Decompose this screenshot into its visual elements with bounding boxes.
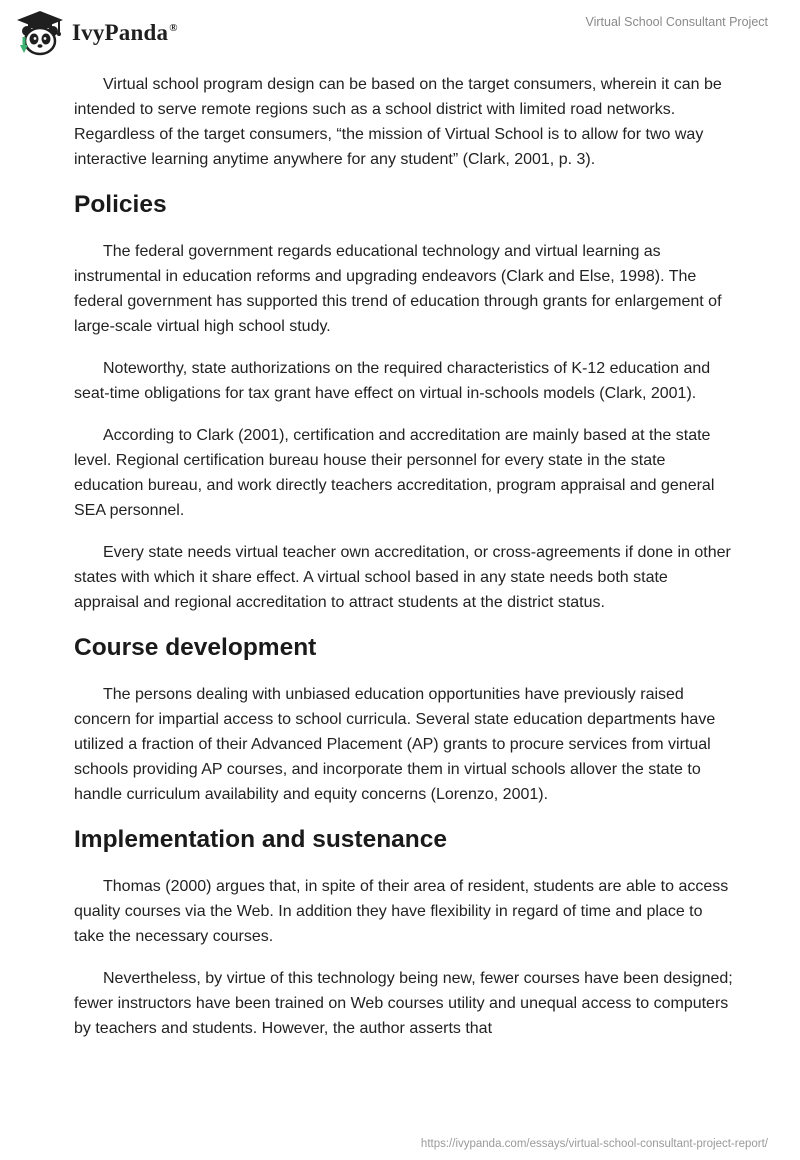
policies-paragraph-1: The federal government regards educational technology and virtual learning as instrumental in education reforms and upgrading endeavors (Clark and Else, 1998). The federal government has supported this trend of education through grants for enlargement of large-scale virtual high school study. xyxy=(74,243,722,335)
policies-paragraph-4: Every state needs virtual teacher own accreditation, or cross-agreements if done in other states with which it share effect. A virtual school based in any state needs both state appraisal and regional accreditation to attract students at the district status. xyxy=(74,544,731,611)
essay-content xyxy=(74,72,734,1058)
registered-mark: ® xyxy=(169,22,178,34)
section-heading-policies: Policies xyxy=(74,191,167,218)
course-development-paragraph-1: The persons dealing with unbiased education opportunities have previously raised concern for impartial access to school curricula. Several state education departments have utilized a fraction of their Advanced Placement (AP) grants to procure services from virtual schools providing AP courses, and incorporate them in virtual schools allover the state to handle curriculum availability and equity concerns (Lorenzo, 2001). xyxy=(74,686,716,803)
section-heading-course-development: Course development xyxy=(74,634,317,661)
brand-name-text: IvyPanda xyxy=(72,20,169,45)
document-title: Virtual School Consultant Project xyxy=(585,15,768,29)
panda-graduation-cap-icon xyxy=(14,9,66,57)
brand-logo[interactable] xyxy=(14,8,178,58)
intro-paragraph: Virtual school program design can be based on the target consumers, wherein it can be intended to serve remote regions such as a school district with limited road networks. Regardless of the target consumers, “the mission of Virtual School is to allow for two way interactive learning anytime anywhere for any student” (Clark, 2001, p. 3). xyxy=(74,76,722,168)
brand-name xyxy=(72,20,178,46)
policies-paragraph-2: Noteworthy, state authorizations on the required characteristics of K-12 education and seat-time obligations for tax grant have effect on virtual in-schools models (Clark, 2001). xyxy=(74,360,711,402)
implementation-paragraph-2: Nevertheless, by virtue of this technology being new, fewer courses have been designed; fewer instructors have been trained on Web courses utility and unequal access to computers by teachers and students. However, the author asserts that xyxy=(74,970,733,1037)
section-heading-implementation: Implementation and sustenance xyxy=(74,826,448,853)
policies-paragraph-3: According to Clark (2001), certification and accreditation are mainly based at the state level. Regional certification bureau house their personnel for every state in the state education bureau, and work directly teachers accreditation, program appraisal and general SEA personnel. xyxy=(74,427,715,519)
source-url-link[interactable]: https://ivypanda.com/essays/virtual-school-consultant-project-report/ xyxy=(420,1138,768,1150)
implementation-paragraph-1: Thomas (2000) argues that, in spite of their area of resident, students are able to access quality courses via the Web. In addition they have flexibility in regard of time and place to take the necessary courses. xyxy=(74,878,729,945)
